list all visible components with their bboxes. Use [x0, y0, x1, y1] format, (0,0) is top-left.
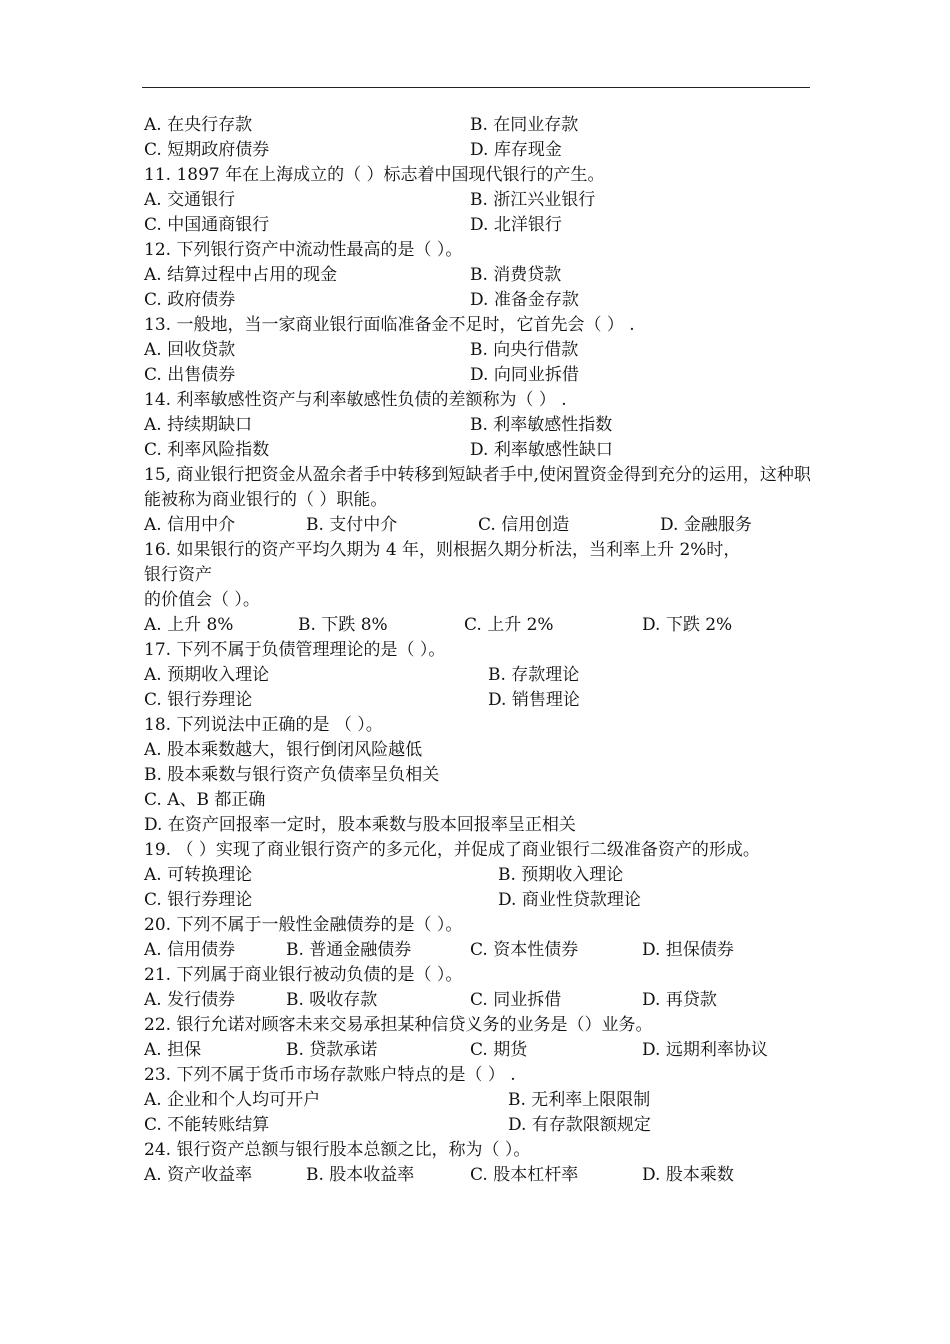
option: A. 发行债券 [144, 990, 236, 1010]
option: C. 不能转账结算 [144, 1115, 270, 1135]
option: D. 商业性贷款理论 [498, 890, 641, 910]
option: B. 吸收存款 [286, 990, 378, 1010]
question-stem: 24. 银行资产总额与银行股本总额之比，称为（ ）。 [144, 1140, 531, 1160]
option: C. 政府债券 [144, 290, 236, 310]
option: D. 担保债券 [642, 940, 734, 960]
option: C. 上升 2% [464, 615, 554, 635]
option-row [144, 1088, 812, 1113]
option: B. 普通金融债券 [286, 940, 412, 960]
option: C. 出售债券 [144, 365, 236, 385]
option-row [144, 688, 812, 713]
option: B. 股本收益率 [306, 1165, 415, 1185]
option: A. 信用债券 [144, 940, 236, 960]
option: D. 向同业拆借 [470, 365, 579, 385]
option: A. 可转换理论 [144, 865, 253, 885]
option: A. 在央行存款 [144, 115, 253, 135]
option-row [144, 188, 812, 213]
question-list [144, 113, 812, 1188]
option: D. 利率敏感性缺口 [470, 440, 613, 460]
question-stem: 23. 下列不属于货币市场存款账户特点的是（ ） . [144, 1065, 516, 1085]
question-stem: 17. 下列不属于负债管理理论的是（ ）。 [144, 640, 446, 660]
option-row [144, 438, 812, 463]
option: A. 上升 8% [144, 615, 234, 635]
option: C. 利率风险指数 [144, 440, 270, 460]
header-rule [142, 87, 810, 88]
option: B. 在同业存款 [470, 115, 579, 135]
option-row [144, 113, 812, 138]
option: B. 利率敏感性指数 [470, 415, 613, 435]
option-row [144, 138, 812, 163]
question-stem: 22. 银行允诺对顾客未来交易承担某种信贷义务的业务是（）业务。 [144, 1015, 653, 1035]
option-row [144, 1038, 812, 1063]
question-stem: 15, 商业银行把资金从盈余者手中转移到短缺者手中,使闲置资金得到充分的运用，这种职能被称为商业银行的（ ）职能。 [144, 465, 811, 510]
option: C. 短期政府债券 [144, 140, 270, 160]
question-stem: 11. 1897 年在上海成立的（ ）标志着中国现代银行的产生。 [144, 165, 605, 185]
question-stem: 18. 下列说法中正确的是 （ ）。 [144, 715, 383, 735]
option: D. 销售理论 [488, 690, 580, 710]
option: B. 存款理论 [488, 665, 580, 685]
option: A. 结算过程中占用的现金 [144, 265, 338, 285]
option: A. 预期收入理论 [144, 665, 270, 685]
option-row [144, 613, 812, 638]
option: D. 在资产回报率一定时，股本乘数与股本回报率呈正相关 [144, 815, 576, 835]
question-stem: 19. （ ）实现了商业银行资产的多元化，并促成了商业银行二级准备资产的形成。 [144, 840, 760, 860]
option: C. 股本杠杆率 [470, 1165, 579, 1185]
option: B. 下跌 8% [298, 615, 388, 635]
option: A. 资产收益率 [144, 1165, 253, 1185]
option-row [144, 1163, 812, 1188]
option: C. 期货 [470, 1040, 528, 1060]
option-row [144, 888, 812, 913]
option: D. 下跌 2% [642, 615, 733, 635]
question-stem-continued: 的价值会（ ）。 [144, 590, 260, 610]
option: B. 贷款承诺 [286, 1040, 378, 1060]
option: C. 同业拆借 [470, 990, 562, 1010]
option: B. 预期收入理论 [498, 865, 624, 885]
option-row [144, 513, 812, 538]
option: D. 金融服务 [660, 515, 752, 535]
option: D. 再贷款 [642, 990, 717, 1010]
option: D. 库存现金 [470, 140, 562, 160]
option-row [144, 288, 812, 313]
option: A. 企业和个人均可开户 [144, 1090, 321, 1110]
option: A. 信用中介 [144, 515, 236, 535]
option: B. 股本乘数与银行资产负债率呈负相关 [144, 765, 440, 785]
option-row [144, 338, 812, 363]
option-row [144, 363, 812, 388]
option: C. 信用创造 [478, 515, 570, 535]
option-row [144, 413, 812, 438]
option: D. 准备金存款 [470, 290, 579, 310]
option: D. 北洋银行 [470, 215, 562, 235]
question-stem-continued: 银行资产 [144, 565, 212, 585]
option: B. 消费贷款 [470, 265, 562, 285]
option-row [144, 863, 812, 888]
option-row [144, 213, 812, 238]
option-row [144, 938, 812, 963]
question-stem: 13. 一般地，当一家商业银行面临准备金不足时，它首先会（ ） . [144, 315, 635, 335]
option-row [144, 263, 812, 288]
option: A. 持续期缺口 [144, 415, 253, 435]
question-stem: 20. 下列不属于一般性金融债券的是（ ）。 [144, 915, 463, 935]
question-stem: 21. 下列属于商业银行被动负债的是（ ）。 [144, 965, 463, 985]
question-stem: 14. 利率敏感性资产与利率敏感性负债的差额称为（ ） . [144, 390, 567, 410]
option: B. 无利率上限限制 [508, 1090, 651, 1110]
option: C. 银行券理论 [144, 890, 253, 910]
option-row [144, 663, 812, 688]
option: A. 股本乘数越大，银行倒闭风险越低 [144, 740, 423, 760]
option: C. 中国通商银行 [144, 215, 270, 235]
option-row [144, 1113, 812, 1138]
option: B. 浙江兴业银行 [470, 190, 596, 210]
question-stem: 12. 下列银行资产中流动性最高的是（ ）。 [144, 240, 463, 260]
option: C. 资本性债券 [470, 940, 579, 960]
option: A. 担保 [144, 1040, 202, 1060]
option: D. 股本乘数 [642, 1165, 734, 1185]
option: A. 交通银行 [144, 190, 236, 210]
option: B. 向央行借款 [470, 340, 579, 360]
option-row [144, 988, 812, 1013]
option: D. 远期利率协议 [642, 1040, 768, 1060]
option: D. 有存款限额规定 [508, 1115, 651, 1135]
option: C. 银行券理论 [144, 690, 253, 710]
option: C. A、B 都正确 [144, 790, 266, 810]
option: A. 回收贷款 [144, 340, 236, 360]
question-stem: 16. 如果银行的资产平均久期为 4 年，则根据久期分析法，当利率上升 2%时， [144, 540, 741, 560]
option: B. 支付中介 [306, 515, 398, 535]
